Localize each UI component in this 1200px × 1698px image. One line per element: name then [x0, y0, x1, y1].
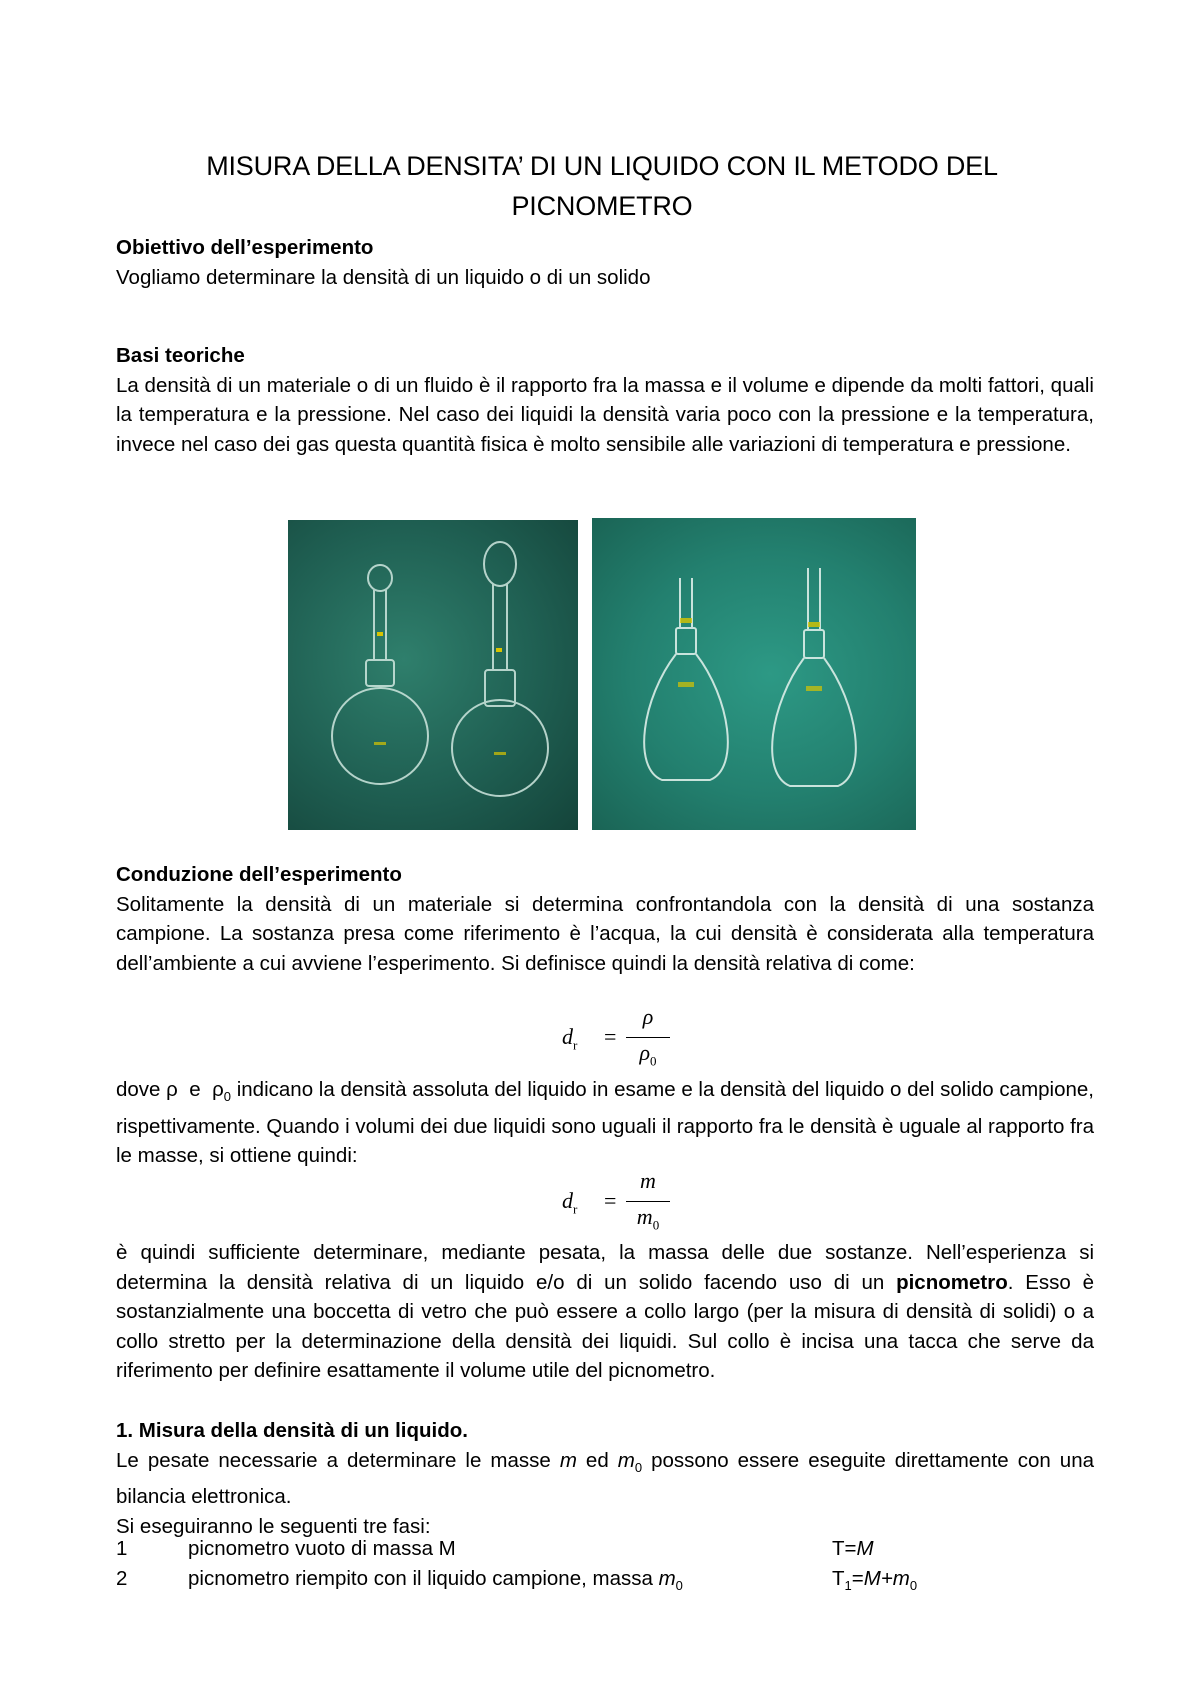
document-title [118, 146, 1086, 226]
misura-m0-sub: 0 [634, 1459, 643, 1475]
paragraph-dove [116, 1075, 1094, 1171]
p2-start: dove [116, 1078, 167, 1101]
paragraph-conduzione: Solitamente la densità di un materiale si determina confrontandola con la densità di una sostanza campione. La sostanza presa come riferimento è l’acqua, la cui densità è considerata alla temperatura dell’ambiente a cui avviene l’esperimento. Si definisce quindi la densità relativa di come: [116, 892, 1094, 975]
formula-relative-density-rho [560, 1004, 680, 1074]
step-value-eq: = [851, 1566, 864, 1590]
misura-text-b: ed [576, 1448, 618, 1472]
p2-rho0: ρ [212, 1078, 224, 1101]
paragraph-picnometro [116, 1238, 1094, 1386]
p2-rest: indicano la densità assoluta del liquido in esame e la densità del liquido o del solido campione, rispettivamente. Quando i volumi dei due liquidi sono uguali il rapporto fra le densità è uguale al rapporto fra le masse, si ottiene quindi: [116, 1078, 1095, 1168]
step-description: picnometro vuoto di massa M [188, 1537, 456, 1560]
photo-two-round-pycnometers [288, 520, 578, 830]
formula2-fraction-bar [626, 1201, 670, 1202]
step-value-expr: M+m [863, 1566, 910, 1590]
step-number: 2 [116, 1566, 128, 1590]
paragraph-fasi: Si eseguiranno le seguenti tre fasi: [116, 1514, 431, 1538]
step-value-b: M [856, 1537, 874, 1560]
formula1-lhs-sub: r [573, 1037, 578, 1053]
step-value-a: T= [832, 1537, 857, 1560]
step-description-text: picnometro riempito con il liquido campione, massa [188, 1566, 659, 1590]
formula-relative-density-mass [560, 1168, 680, 1238]
paragraph-basi-teoriche: La densità di un materiale o di un fluido è il rapporto fra la massa e il volume e dipende da molti fattori, quali la temperatura e la pressione. Nel caso dei liquidi la densità varia poco con la pressione e la temperatura, invece nel caso dei gas questa quantità fisica è molto sensibile alle variazioni di temperatura e pressione. [116, 373, 1094, 456]
step-value-t: T [832, 1566, 845, 1590]
steps-list [116, 1534, 1094, 1593]
formula2-lhs: d [562, 1188, 573, 1213]
title-line-2: PICNOMETRO [511, 191, 693, 221]
step-description [188, 1564, 683, 1601]
list-item [116, 1534, 1094, 1564]
misura-text-a: Le pesate necessarie a determinare le masse [116, 1448, 560, 1472]
list-item [116, 1564, 1094, 1594]
section-obiettivo [116, 233, 1094, 292]
p3-rest: . Esso è sostanzialmente una boccetta di vetro che può essere a collo largo (per la misura di densità di solidi) o a collo stretto per la determinazione della densità dei liquidi. Sul collo è incisa una tacca che serve da riferimento per definire esattamente il volume utile del picnometro. [116, 1270, 1095, 1383]
p2-rho0-sub: 0 [223, 1089, 232, 1105]
formula2-numerator: m [640, 1168, 656, 1193]
title-line-1: MISURA DELLA DENSITA’ DI UN LIQUIDO CON IL METODO DEL [206, 151, 998, 181]
paragraph-misura [116, 1446, 1094, 1512]
step-description-m: m [658, 1566, 676, 1590]
formula1-numerator: ρ [642, 1004, 654, 1029]
heading-obiettivo: Obiettivo dell’esperimento [116, 236, 374, 259]
formula2-denominator: m [636, 1204, 653, 1229]
pear-pycnometers-illustration [592, 518, 916, 830]
p3-start: è quindi sufficiente determinare, mediante pesata, la massa delle due sostanze. Nell’esperienza si determina la densità relativa di un liquido e/o di un solido facendo uso di un [116, 1241, 1094, 1294]
step-value-expr-sub: 0 [909, 1577, 918, 1593]
formula2-equals: = [604, 1188, 617, 1213]
paragraph-obiettivo: Vogliamo determinare la densità di un liquido o di un solido [116, 265, 651, 289]
step-value [832, 1534, 874, 1564]
step-number: 1 [116, 1537, 128, 1560]
p2-e: e [177, 1078, 213, 1101]
section-conduzione [116, 860, 1094, 978]
section-misura [116, 1416, 1094, 1541]
heading-basi-teoriche: Basi teoriche [116, 344, 245, 367]
formula2-denominator-sub: 0 [652, 1217, 660, 1233]
formula1-equals: = [604, 1024, 617, 1049]
step-description-m-sub: 0 [675, 1577, 683, 1593]
photo-two-pear-pycnometers [592, 518, 916, 830]
formula1-lhs: d [562, 1024, 573, 1049]
p2-rho: ρ [166, 1078, 178, 1101]
step-value [832, 1564, 917, 1601]
misura-text-c: possono essere eseguite direttamente con una bilancia elettronica. [116, 1448, 1095, 1509]
formula2-lhs-sub: r [573, 1201, 578, 1217]
section-basi-teoriche [116, 341, 1094, 459]
step-value-t-sub: 1 [844, 1577, 852, 1593]
misura-m0: m [617, 1448, 635, 1472]
p3-bold-picnometro: picnometro [896, 1270, 1008, 1294]
formula1-fraction-bar [626, 1037, 670, 1038]
formula1-denominator-sub: 0 [650, 1053, 657, 1069]
formula1-denominator: ρ [639, 1040, 651, 1065]
misura-m: m [559, 1448, 577, 1472]
heading-misura: 1. Misura della densità di un liquido. [116, 1419, 468, 1442]
round-pycnometers-illustration [288, 520, 578, 830]
heading-conduzione: Conduzione dell’esperimento [116, 863, 402, 886]
